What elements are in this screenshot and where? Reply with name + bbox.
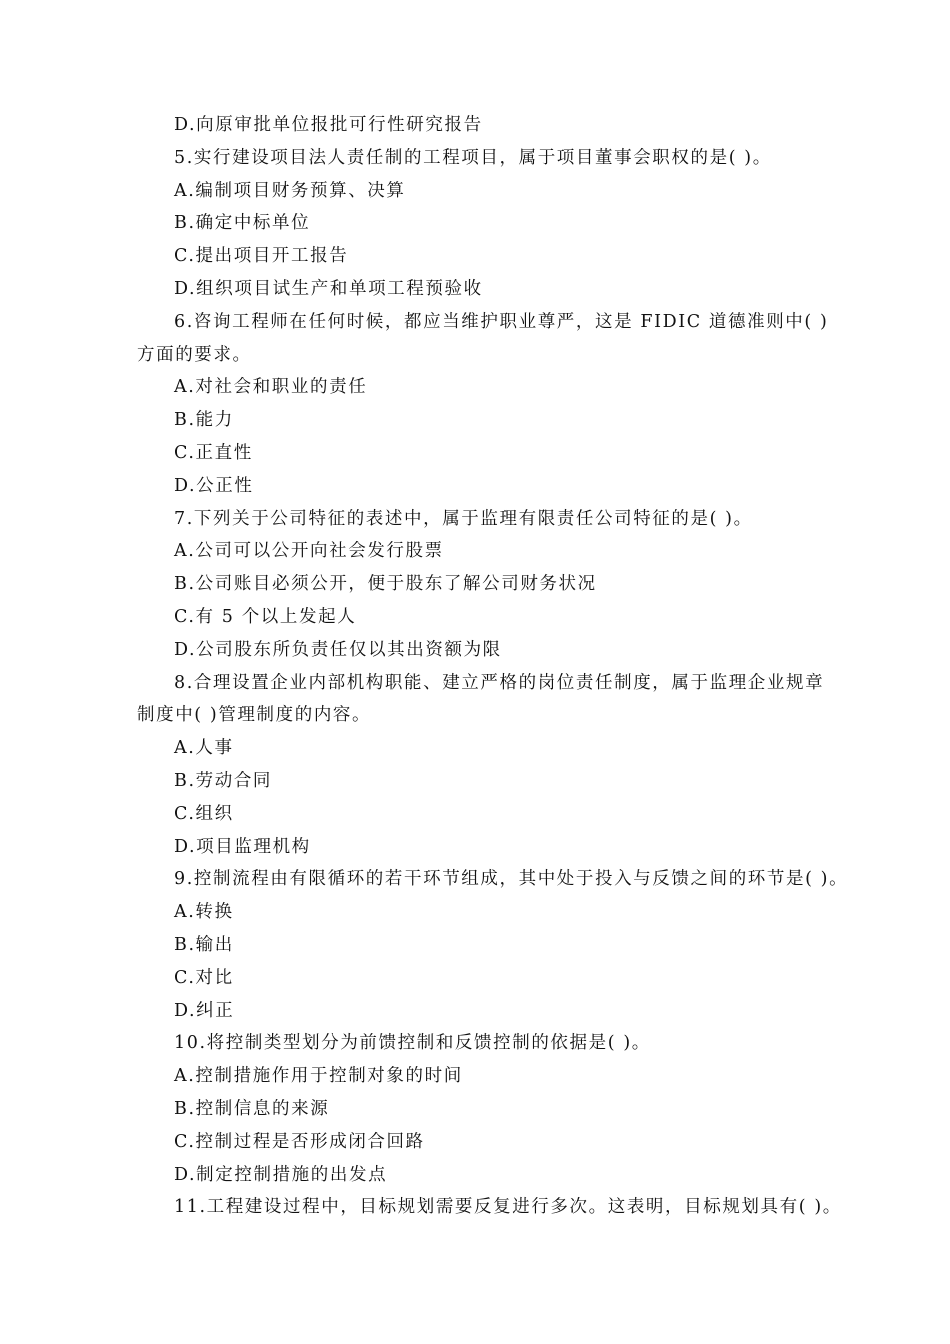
option-line: D.纠正 — [174, 1000, 235, 1021]
option-line: B.公司账目必须公开，便于股东了解公司财务状况 — [174, 574, 597, 595]
question-line: 8.合理设置企业内部机构职能、建立严格的岗位责任制度，属于监理企业规章 — [174, 672, 825, 693]
option-line: B.输出 — [174, 935, 234, 955]
option-line: A.对社会和职业的责任 — [174, 377, 368, 398]
option-line: B.能力 — [174, 410, 234, 431]
option-line: D.项目监理机构 — [174, 836, 311, 857]
question-continuation: 方面的要求。 — [137, 344, 252, 365]
option-line: D.制定控制措施的出发点 — [174, 1164, 388, 1185]
option-line: A.人事 — [174, 738, 234, 759]
question-line: 10.将控制类型划分为前馈控制和反馈控制的依据是( )。 — [174, 1033, 651, 1054]
option-line: C.提出项目开工报告 — [174, 246, 349, 267]
option-line: C.正直性 — [174, 443, 253, 463]
question-line: 11.工程建设过程中，目标规划需要反复进行多次。这表明，目标规划具有( )。 — [174, 1197, 842, 1218]
question-line: 6.咨询工程师在任何时候，都应当维护职业尊严，这是 FIDIC 道德准则中( ) — [174, 311, 829, 332]
option-line: D.公司股东所负责任仅以其出资额为限 — [174, 639, 502, 660]
question-line: 5.实行建设项目法人责任制的工程项目，属于项目董事会职权的是( )。 — [174, 147, 772, 168]
option-line: B.劳动合同 — [174, 771, 273, 791]
option-line: D.组织项目试生产和单项工程预验收 — [174, 279, 483, 299]
option-line: D.公正性 — [174, 475, 254, 496]
option-line: C.有 5 个以上发起人 — [174, 607, 357, 627]
option-line: A.公司可以公开向社会发行股票 — [174, 541, 444, 562]
option-line: B.控制信息的来源 — [174, 1099, 330, 1119]
question-line: 7.下列关于公司特征的表述中，属于监理有限责任公司特征的是( )。 — [174, 508, 753, 529]
question-continuation: 制度中( )管理制度的内容。 — [137, 705, 372, 726]
option-line: A.转换 — [174, 902, 234, 923]
question-line: 9.控制流程由有限循环的若干环节组成，其中处于投入与反馈之间的环节是( )。 — [174, 869, 849, 890]
option-line: A.控制措施作用于控制对象的时间 — [174, 1066, 463, 1087]
option-line: C.对比 — [174, 967, 234, 988]
option-line: D.向原审批单位报批可行性研究报告 — [174, 115, 483, 135]
option-line: C.控制过程是否形成闭合回路 — [174, 1131, 425, 1152]
option-line: B.确定中标单位 — [174, 213, 311, 234]
option-line: A.编制项目财务预算、决算 — [174, 180, 406, 201]
option-line: C.组织 — [174, 803, 234, 824]
